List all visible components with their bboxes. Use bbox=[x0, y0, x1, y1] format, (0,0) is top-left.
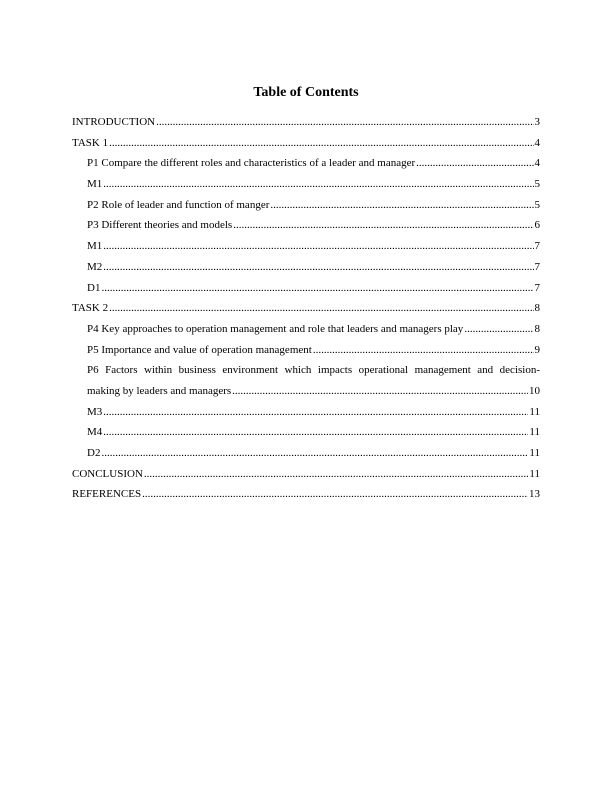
toc-entry-m2[interactable] bbox=[87, 257, 540, 278]
toc-entry-m3[interactable] bbox=[87, 402, 540, 423]
toc-entry-introduction[interactable] bbox=[72, 112, 540, 133]
toc-page-number: 8 bbox=[534, 322, 540, 335]
toc-page-number: 7 bbox=[534, 281, 540, 294]
toc-page-number: 13 bbox=[529, 488, 540, 501]
toc-entry-d1[interactable] bbox=[87, 278, 540, 299]
toc-entry-label: D2 bbox=[87, 447, 101, 459]
dot-leader bbox=[232, 381, 528, 402]
toc-entry-label: M4 bbox=[87, 426, 103, 439]
toc-entry-m1-second[interactable] bbox=[87, 236, 540, 257]
toc-entry-p6[interactable] bbox=[87, 360, 540, 401]
toc-entry-label: P3 Different theories and models bbox=[87, 219, 233, 232]
dot-leader bbox=[313, 340, 534, 361]
toc-page-number: 8 bbox=[534, 302, 540, 315]
toc-entry-label: P4 Key approaches to operation management and role that leaders and managers play bbox=[87, 322, 464, 335]
dot-leader bbox=[464, 319, 533, 340]
toc-entry-task-1[interactable] bbox=[72, 133, 540, 154]
toc-entry-label-line-2: making by leaders and managers bbox=[87, 384, 232, 397]
toc-page-number: 11 bbox=[529, 405, 540, 418]
toc-page-number: 11 bbox=[529, 467, 540, 480]
toc-entry-p1[interactable] bbox=[87, 153, 540, 174]
toc-entry-label: M3 bbox=[87, 405, 103, 418]
toc-page-number: 11 bbox=[529, 426, 540, 439]
toc-page-number: 11 bbox=[529, 447, 540, 459]
toc-entry-label: D1 bbox=[87, 281, 101, 294]
dot-leader bbox=[103, 236, 533, 257]
toc-page-number: 5 bbox=[534, 178, 540, 191]
toc-entry-conclusion[interactable] bbox=[72, 464, 540, 485]
toc-entry-label: INTRODUCTION bbox=[72, 116, 156, 128]
toc-entry-m1[interactable] bbox=[87, 174, 540, 195]
dot-leader bbox=[109, 298, 533, 319]
toc-page-number: 4 bbox=[534, 136, 540, 149]
dot-leader bbox=[109, 133, 533, 154]
toc-page-number: 7 bbox=[534, 260, 540, 273]
toc-entry-label: P5 Importance and value of operation management bbox=[87, 343, 312, 356]
toc-entry-label: P1 Compare the different roles and characteristics of a leader and manager bbox=[87, 157, 416, 170]
toc-page-number: 7 bbox=[534, 240, 540, 253]
dot-leader bbox=[156, 112, 533, 133]
toc-entry-label-line-1: P6 Factors within business environment which impacts operational management and decision- bbox=[87, 364, 540, 377]
toc-entry-task-2[interactable] bbox=[72, 298, 540, 319]
toc-page-number: 4 bbox=[534, 157, 540, 170]
table-of-contents bbox=[72, 112, 540, 505]
toc-entry-m4[interactable] bbox=[87, 422, 540, 443]
toc-entry-label: M2 bbox=[87, 260, 103, 273]
toc-entry-references[interactable] bbox=[72, 484, 540, 505]
dot-leader bbox=[270, 195, 533, 216]
dot-leader bbox=[416, 153, 533, 174]
dot-leader bbox=[103, 174, 533, 195]
toc-entry-label: P2 Role of leader and function of manger bbox=[87, 198, 270, 211]
dot-leader bbox=[103, 257, 533, 278]
dot-leader bbox=[103, 402, 528, 423]
toc-entry-label: TASK 1 bbox=[72, 136, 109, 149]
toc-entry-p2[interactable] bbox=[87, 195, 540, 216]
toc-page-number: 5 bbox=[534, 198, 540, 211]
toc-entry-d2[interactable] bbox=[87, 443, 540, 464]
toc-page-number: 10 bbox=[529, 384, 540, 397]
toc-entry-label: REFERENCES bbox=[72, 488, 142, 501]
toc-entry-p4[interactable] bbox=[87, 319, 540, 340]
dot-leader bbox=[233, 215, 533, 236]
toc-entry-label: TASK 2 bbox=[72, 302, 109, 315]
dot-leader bbox=[144, 464, 529, 485]
toc-entry-label: M1 bbox=[87, 240, 103, 253]
toc-entry-p3[interactable] bbox=[87, 215, 540, 236]
toc-page-number: 6 bbox=[534, 219, 540, 232]
dot-leader bbox=[101, 278, 533, 299]
toc-entry-p5[interactable] bbox=[87, 340, 540, 361]
page-title: Table of Contents bbox=[253, 85, 359, 100]
dot-leader bbox=[142, 484, 528, 505]
toc-page-number: 9 bbox=[534, 343, 540, 356]
toc-entry-label: CONCLUSION bbox=[72, 467, 143, 480]
dot-leader bbox=[101, 443, 528, 464]
toc-page-number: 3 bbox=[534, 116, 540, 128]
dot-leader bbox=[103, 422, 528, 443]
toc-entry-label: M1 bbox=[87, 178, 103, 191]
